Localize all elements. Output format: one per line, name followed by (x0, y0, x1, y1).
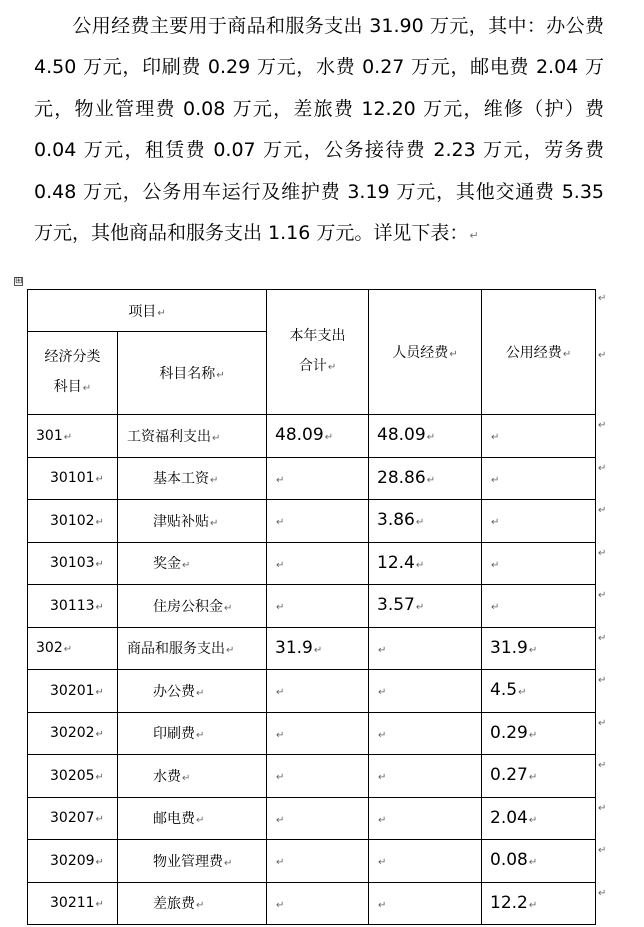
row-public-cell-text: 31.9 (490, 637, 528, 658)
header-personnel: 人员经费↵ (369, 290, 482, 415)
row-public-cell (482, 585, 596, 628)
row-total-cell (267, 585, 369, 628)
row-public-cell (482, 755, 596, 798)
row-total-cell (267, 500, 369, 543)
row-name-cell (118, 627, 267, 670)
row-name-cell-text: 办公费 (153, 683, 195, 700)
row-public-cell-text: 4.5 (490, 680, 518, 700)
row-end-mark-icon: ↵ (598, 802, 607, 814)
row-total-cell (267, 755, 369, 798)
cell-mark-icon: ↵ (518, 687, 527, 698)
row-total-cell-text: 48.09 (275, 425, 324, 445)
cell-mark-icon: ↵ (378, 644, 387, 656)
cell-mark-icon: ↵ (95, 856, 104, 868)
header-row-1 (28, 290, 596, 332)
cell-mark-icon: ↵ (276, 729, 285, 741)
row-code-cell-text: 302 (36, 640, 63, 657)
cell-mark-icon: ↵ (327, 362, 337, 373)
row-public-cell-text: 12.2 (490, 892, 528, 913)
cell-mark-icon: ↵ (528, 899, 538, 911)
row-end-mark-icon: ↵ (598, 420, 607, 431)
cell-mark-icon: ↵ (528, 729, 538, 741)
row-name-cell (118, 840, 267, 883)
cell-mark-icon: ↵ (491, 432, 500, 443)
row-personnel-cell (369, 712, 482, 755)
row-end-mark-icon: ↵ (598, 760, 607, 771)
cell-mark-icon: ↵ (491, 474, 500, 486)
table-row (28, 500, 596, 543)
expense-table-header (28, 290, 596, 415)
row-public-cell (482, 712, 596, 755)
cell-mark-icon: ↵ (224, 602, 233, 614)
row-personnel-cell (369, 500, 482, 543)
row-public-cell (482, 627, 596, 670)
row-name-cell (118, 415, 267, 458)
row-code-cell-text: 30102 (50, 512, 95, 529)
cell-mark-icon: ↵ (196, 815, 205, 827)
row-name-cell (118, 882, 267, 925)
header-public: 公用经费↵ (482, 290, 596, 415)
cell-mark-icon: ↵ (210, 517, 219, 529)
row-personnel-cell (369, 627, 482, 670)
row-name-cell-text: 津贴补贴 (153, 513, 209, 530)
cell-mark-icon: ↵ (491, 517, 500, 528)
cell-mark-icon: ↵ (95, 559, 104, 571)
cell-mark-icon: ↵ (378, 814, 387, 826)
cell-mark-icon: ↵ (528, 772, 538, 783)
row-total-cell-text: 31.9 (275, 637, 313, 658)
row-public-cell (482, 840, 596, 883)
row-personnel-cell-text: 3.86 (377, 510, 415, 530)
cell-mark-icon: ↵ (276, 814, 285, 826)
table-row (28, 797, 596, 840)
row-public-cell (482, 670, 596, 713)
row-name-cell-text: 印刷费 (153, 726, 195, 743)
table-row (28, 882, 596, 925)
cell-mark-icon: ↵ (95, 729, 104, 741)
cell-mark-icon: ↵ (224, 857, 233, 869)
cell-mark-icon: ↵ (378, 772, 387, 783)
row-code-cell-text: 30202 (50, 725, 95, 742)
paragraph-mark-icon: ↵ (469, 229, 479, 243)
row-code-cell-text: 30207 (50, 810, 95, 827)
cell-mark-icon: ↵ (196, 730, 205, 742)
row-personnel-cell (369, 755, 482, 798)
cell-mark-icon: ↵ (95, 516, 104, 528)
cell-mark-icon: ↵ (226, 645, 235, 657)
cell-mark-icon: ↵ (276, 474, 285, 486)
header-total: 本年支出 合计↵ (267, 290, 369, 415)
cell-mark-icon: ↵ (562, 349, 572, 360)
row-total-cell (267, 797, 369, 840)
row-total-cell (267, 542, 369, 585)
row-end-mark-icon: ↵ (598, 887, 607, 899)
row-name-cell-text: 奖金 (153, 556, 181, 573)
cell-mark-icon: ↵ (378, 687, 387, 698)
row-code-cell-text: 30113 (50, 597, 95, 614)
cell-mark-icon: ↵ (196, 687, 205, 699)
row-code-cell-text: 30211 (50, 895, 95, 912)
row-end-mark-icon: ↵ (598, 590, 607, 601)
cell-mark-icon: ↵ (378, 899, 387, 911)
table-row (28, 457, 596, 500)
cell-mark-icon: ↵ (182, 560, 191, 572)
cell-mark-icon: ↵ (196, 900, 205, 912)
cell-mark-icon: ↵ (426, 474, 436, 486)
row-name-cell-text: 工资福利支出 (127, 428, 211, 445)
cell-mark-icon: ↵ (95, 771, 104, 783)
cell-mark-icon: ↵ (95, 686, 104, 698)
row-public-cell (482, 542, 596, 585)
row-public-cell (482, 797, 596, 840)
row-end-mark-icon: ↵ (598, 293, 607, 304)
cell-mark-icon: ↵ (378, 857, 387, 868)
row-personnel-cell-text: 28.86 (377, 467, 426, 488)
row-code-cell (28, 627, 118, 670)
row-end-mark-icon: ↵ (598, 717, 607, 729)
row-personnel-cell (369, 415, 482, 458)
cell-mark-icon: ↵ (528, 644, 538, 656)
row-code-cell-text: 30205 (50, 767, 95, 784)
cell-mark-icon: ↵ (210, 475, 219, 487)
table-row (28, 415, 596, 458)
row-name-cell (118, 755, 267, 798)
cell-mark-icon: ↵ (324, 432, 334, 443)
cell-mark-icon: ↵ (82, 383, 92, 394)
row-name-cell (118, 457, 267, 500)
table-row (28, 840, 596, 883)
table-row (28, 627, 596, 670)
cell-mark-icon: ↵ (276, 517, 285, 528)
table-row (28, 585, 596, 628)
cell-mark-icon: ↵ (276, 559, 285, 571)
cell-mark-icon: ↵ (528, 814, 538, 826)
cell-mark-icon: ↵ (528, 857, 538, 868)
row-name-cell-text: 基本工资 (153, 471, 209, 488)
intro-paragraph (34, 6, 604, 256)
row-personnel-cell (369, 840, 482, 883)
row-personnel-cell (369, 882, 482, 925)
cell-mark-icon: ↵ (95, 899, 104, 911)
row-code-cell (28, 712, 118, 755)
row-public-cell-text: 0.29 (490, 722, 528, 743)
row-end-mark-icon: ↵ (598, 845, 607, 856)
expense-table-body (28, 415, 596, 925)
table-row (28, 542, 596, 585)
row-code-cell (28, 585, 118, 628)
row-end-mark-icon: ↵ (598, 350, 607, 361)
table-row (28, 712, 596, 755)
row-total-cell (267, 882, 369, 925)
cell-mark-icon: ↵ (63, 431, 73, 443)
row-name-cell (118, 500, 267, 543)
row-total-cell (267, 840, 369, 883)
cell-mark-icon: ↵ (449, 349, 458, 360)
row-code-cell (28, 797, 118, 840)
row-personnel-cell (369, 797, 482, 840)
header-subject-name: 科目名称↵ (118, 332, 267, 415)
cell-mark-icon: ↵ (212, 432, 221, 444)
row-name-cell-text: 物业管理费 (153, 853, 223, 870)
row-name-cell-text: 商品和服务支出 (127, 641, 225, 658)
cell-mark-icon: ↵ (313, 644, 323, 656)
row-personnel-cell-text: 48.09 (377, 425, 426, 445)
cell-mark-icon: ↵ (426, 432, 436, 443)
table-move-handle-icon[interactable]: ⊞ (15, 276, 23, 286)
cell-mark-icon: ↵ (276, 772, 285, 783)
row-code-cell (28, 457, 118, 500)
row-personnel-cell-text: 3.57 (377, 595, 415, 615)
row-public-cell (482, 882, 596, 925)
row-code-cell-text: 30101 (50, 470, 95, 487)
cell-mark-icon: ↵ (276, 687, 285, 698)
row-name-cell (118, 670, 267, 713)
row-personnel-cell (369, 457, 482, 500)
row-total-cell (267, 670, 369, 713)
cell-mark-icon: ↵ (491, 559, 500, 571)
expense-table (27, 289, 596, 925)
row-code-cell-text: 30209 (50, 852, 95, 869)
row-code-cell (28, 670, 118, 713)
row-public-cell (482, 457, 596, 500)
row-end-mark-icon: ↵ (598, 632, 607, 644)
row-personnel-cell (369, 542, 482, 585)
cell-mark-icon: ↵ (157, 307, 166, 319)
row-personnel-cell (369, 585, 482, 628)
row-total-cell (267, 627, 369, 670)
cell-mark-icon: ↵ (276, 602, 285, 613)
row-code-cell-text: 30103 (50, 555, 95, 572)
row-name-cell-text: 差旅费 (153, 896, 195, 913)
cell-mark-icon: ↵ (378, 729, 387, 741)
row-name-cell-text: 水费 (153, 768, 181, 785)
row-total-cell (267, 415, 369, 458)
header-item: 项目↵ (28, 290, 267, 332)
row-name-cell (118, 797, 267, 840)
row-personnel-cell (369, 670, 482, 713)
row-end-mark-icon: ↵ (598, 547, 607, 559)
row-code-cell (28, 415, 118, 458)
row-personnel-cell-text: 12.4 (377, 552, 415, 573)
row-code-cell (28, 500, 118, 543)
row-name-cell (118, 712, 267, 755)
row-code-cell (28, 840, 118, 883)
row-name-cell-text: 住房公积金 (153, 598, 223, 615)
row-code-cell-text: 30201 (50, 682, 95, 699)
row-code-cell (28, 542, 118, 585)
row-name-cell (118, 585, 267, 628)
cell-mark-icon: ↵ (216, 370, 225, 381)
row-end-mark-icon: ↵ (598, 505, 607, 516)
row-public-cell (482, 415, 596, 458)
row-total-cell (267, 457, 369, 500)
intro-paragraph-text: 公用经费主要用于商品和服务支出 31.90 万元，其中：办公费 4.50 万元，印刷费 0.29 万元，水费 0.27 万元，邮电费 2.04 万元，物业管理费 0.08 万元，差旅费 12.20 万元，维修（护）费 0.04 万元，租赁费 0.07 万元，公务接待费 2.23 万元，劳务费 0.48 万元，公务用车运行及维护费 3.19 万元，其他交通费 5.35 万元，其他商品和服务支出 1.16 万元。详见下表： (34, 15, 604, 245)
cell-mark-icon: ↵ (95, 474, 104, 486)
cell-mark-icon: ↵ (415, 602, 425, 613)
row-code-cell (28, 882, 118, 925)
row-public-cell (482, 500, 596, 543)
table-row (28, 755, 596, 798)
row-public-cell-text: 2.04 (490, 807, 528, 828)
row-public-cell-text: 0.08 (490, 850, 528, 870)
row-code-cell (28, 755, 118, 798)
row-name-cell-text: 邮电费 (153, 811, 195, 828)
cell-mark-icon: ↵ (182, 772, 191, 784)
cell-mark-icon: ↵ (276, 857, 285, 868)
cell-mark-icon: ↵ (95, 601, 104, 613)
cell-mark-icon: ↵ (63, 644, 73, 656)
header-econ-code: 经济分类 科目↵ (28, 332, 118, 415)
cell-mark-icon: ↵ (415, 559, 425, 571)
row-end-mark-icon: ↵ (598, 675, 607, 686)
row-public-cell-text: 0.27 (490, 765, 528, 785)
row-total-cell (267, 712, 369, 755)
cell-mark-icon: ↵ (415, 517, 425, 528)
cell-mark-icon: ↵ (276, 899, 285, 911)
row-code-cell-text: 301 (36, 427, 63, 444)
cell-mark-icon: ↵ (491, 602, 500, 613)
row-name-cell (118, 542, 267, 585)
row-end-mark-icon: ↵ (598, 462, 607, 474)
cell-mark-icon: ↵ (95, 814, 104, 826)
table-row (28, 670, 596, 713)
